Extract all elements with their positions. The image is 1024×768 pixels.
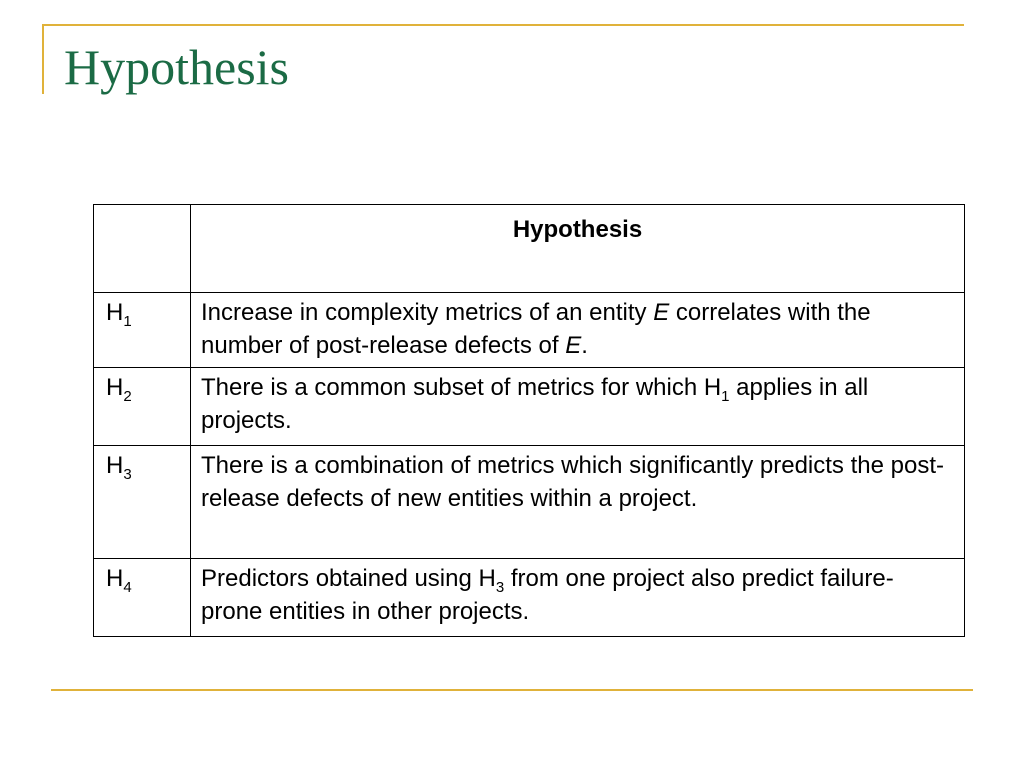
hypothesis-id-cell bbox=[94, 293, 191, 368]
table-row bbox=[94, 293, 965, 368]
hypothesis-id-subscript: 3 bbox=[123, 465, 132, 483]
hypothesis-id-subscript: 4 bbox=[123, 578, 132, 596]
hypothesis-text-cell bbox=[191, 368, 965, 446]
hypothesis-text: There is a combination of metrics which significantly predicts the post-release defects of new entities within a project. bbox=[201, 452, 944, 512]
table-row bbox=[94, 368, 965, 446]
hypothesis-id-cell bbox=[94, 446, 191, 559]
header-id-cell bbox=[94, 205, 191, 293]
hypothesis-id-subscript: 1 bbox=[123, 312, 132, 330]
hypothesis-text-cell bbox=[191, 293, 965, 368]
hypothesis-text-cell bbox=[191, 446, 965, 559]
hypothesis-text: from one project also predict failure-prone entities in other projects. bbox=[201, 565, 894, 625]
table-row bbox=[94, 446, 965, 559]
table-row bbox=[94, 559, 965, 637]
hypothesis-id-letter: H bbox=[106, 565, 124, 592]
hypothesis-reference-subscript: 3 bbox=[495, 578, 505, 596]
hypothesis-table bbox=[93, 204, 965, 637]
header-hypothesis-cell: Hypothesis bbox=[191, 205, 965, 293]
hypothesis-id-cell bbox=[94, 368, 191, 446]
hypothesis-id-subscript: 2 bbox=[123, 387, 132, 405]
entity-symbol: E bbox=[653, 299, 670, 326]
hypothesis-text: Increase in complexity metrics of an entity bbox=[201, 299, 654, 326]
left-accent-rule bbox=[42, 24, 44, 94]
entity-symbol: E bbox=[565, 332, 582, 359]
hypothesis-text: There is a common subset of metrics for which H bbox=[201, 374, 722, 401]
table-header-row bbox=[94, 205, 965, 293]
bottom-accent-rule bbox=[51, 689, 973, 691]
hypothesis-reference-subscript: 1 bbox=[721, 387, 730, 405]
hypothesis-text: applies in all projects. bbox=[201, 374, 869, 434]
hypothesis-id-cell bbox=[94, 559, 191, 637]
hypothesis-text: Predictors obtained using H bbox=[201, 565, 496, 592]
hypothesis-id-letter: H bbox=[106, 452, 124, 479]
hypothesis-text: correlates with the number of post-release defects of bbox=[201, 299, 871, 359]
hypothesis-id-letter: H bbox=[106, 299, 124, 326]
slide-title: Hypothesis bbox=[64, 39, 289, 95]
top-accent-rule bbox=[42, 24, 964, 26]
hypothesis-text: . bbox=[581, 332, 588, 359]
hypothesis-text-cell bbox=[191, 559, 965, 637]
hypothesis-id-letter: H bbox=[106, 374, 124, 401]
